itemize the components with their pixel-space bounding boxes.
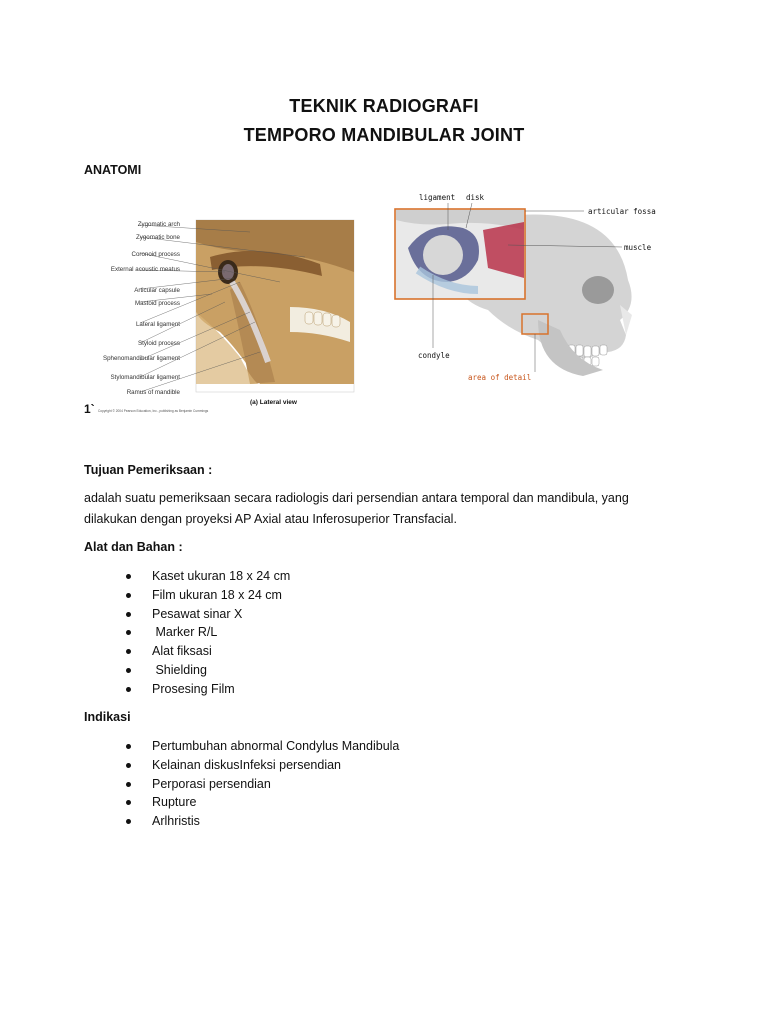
document-title: TEKNIK RADIOGRAFI bbox=[289, 96, 479, 116]
bullet-icon bbox=[126, 574, 131, 579]
label-stylomandibular-ligament: Stylomandibular ligament bbox=[110, 374, 180, 381]
bullet-icon bbox=[126, 668, 131, 673]
label-muscle: muscle bbox=[624, 243, 652, 252]
list-item: Prosesing Film bbox=[126, 680, 290, 699]
anatomy-heading: ANATOMI bbox=[84, 163, 142, 177]
label-ramus-of-mandible: Ramus of mandible bbox=[126, 389, 180, 396]
list-item: Kelainan diskusInfeksi persendian bbox=[126, 756, 399, 775]
list-item: Shielding bbox=[126, 661, 290, 680]
label-articular-fossa: articular fossa bbox=[588, 207, 656, 216]
label-zygomatic-arch: Zygomatic arch bbox=[137, 221, 180, 228]
figure-caption: (a) Lateral view bbox=[250, 399, 297, 406]
list-item: Pesawat sinar X bbox=[126, 605, 290, 624]
label-condyle: condyle bbox=[418, 351, 450, 360]
purpose-paragraph: adalah suatu pemeriksaan secara radiologis dari persendian antara temporal dan mandibula, yang dilakukan dengan proyeksi AP Axial atau Inferosuperior Transfacial. bbox=[84, 491, 629, 526]
label-zygomatic-bone: Zygomatic bone bbox=[135, 234, 180, 241]
bullet-icon bbox=[126, 763, 131, 768]
label-sphenomandibular-ligament: Sphenomandibular ligament bbox=[102, 355, 180, 362]
bullet-icon bbox=[126, 687, 131, 692]
bullet-icon bbox=[126, 612, 131, 617]
label-styloid-process: Styloid process bbox=[138, 340, 180, 347]
figure-number: 1` bbox=[84, 402, 95, 416]
bullet-icon bbox=[126, 649, 131, 654]
label-external-acoustic-meatus: External acoustic meatus bbox=[110, 266, 180, 273]
list-item: Arlhristis bbox=[126, 812, 399, 831]
list-item: Film ukuran 18 x 24 cm bbox=[126, 586, 290, 605]
tmj-lateral-view-figure bbox=[100, 212, 360, 417]
list-item: Rupture bbox=[126, 793, 399, 812]
indications-heading: Indikasi bbox=[84, 710, 131, 724]
list-item: Kaset ukuran 18 x 24 cm bbox=[126, 567, 290, 586]
list-item: Pertumbuhan abnormal Condylus Mandibula bbox=[126, 737, 399, 756]
purpose-heading: Tujuan Pemeriksaan : bbox=[84, 463, 213, 477]
label-mastoid-process: Mastoid process bbox=[134, 300, 180, 307]
bullet-icon bbox=[126, 630, 131, 635]
label-lateral-ligament: Lateral ligament bbox=[135, 321, 180, 328]
label-coronoid-process: Coronoid process bbox=[131, 251, 180, 258]
list-item: Alat fiksasi bbox=[126, 642, 290, 661]
tools-list bbox=[126, 567, 290, 699]
list-item: Marker R/L bbox=[126, 623, 290, 642]
list-item: Perporasi persendian bbox=[126, 775, 399, 794]
tools-heading: Alat dan Bahan : bbox=[84, 540, 183, 554]
label-ligament: ligament bbox=[419, 193, 456, 202]
bullet-icon bbox=[126, 800, 131, 805]
indications-list bbox=[126, 737, 399, 831]
figure-copyright: Copyright © 2004 Pearson Education, Inc., publishing as Benjamin Cummings bbox=[98, 409, 209, 413]
bullet-icon bbox=[126, 782, 131, 787]
label-articular-capsule: Articular capsule bbox=[134, 287, 180, 294]
bullet-icon bbox=[126, 819, 131, 824]
bullet-icon bbox=[126, 744, 131, 749]
bullet-icon bbox=[126, 593, 131, 598]
label-disk: disk bbox=[466, 193, 485, 202]
document-subtitle: TEMPORO MANDIBULAR JOINT bbox=[243, 125, 525, 145]
label-area-of-detail: area of detail bbox=[468, 373, 532, 382]
